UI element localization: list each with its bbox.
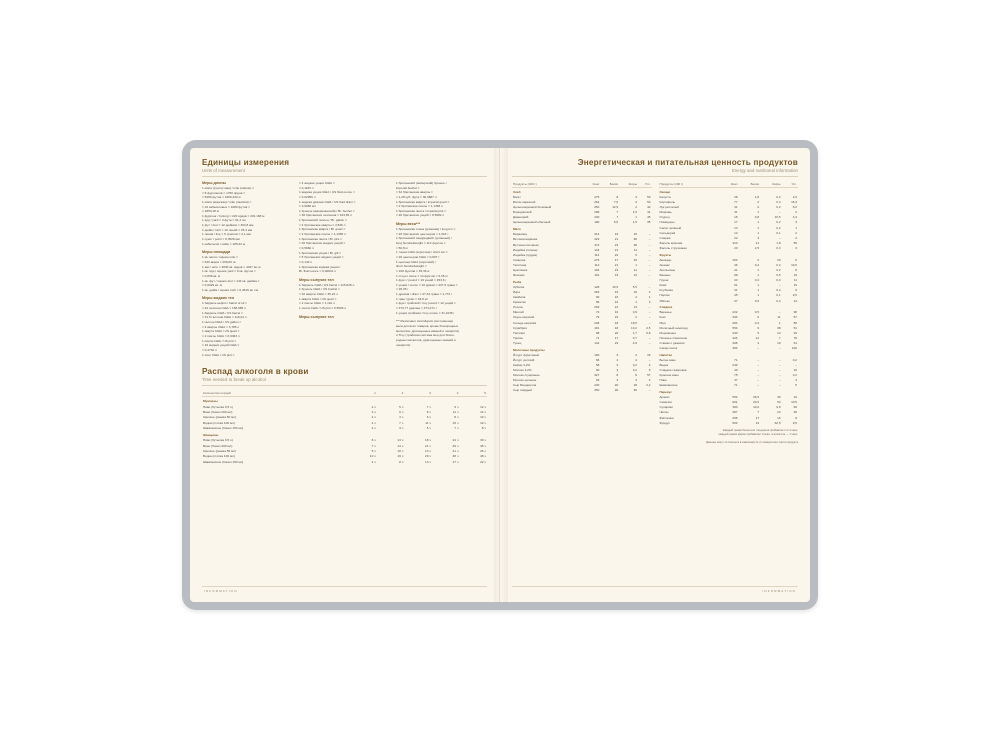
table-row: Красное вино 75 – – 0,2 [659, 373, 797, 378]
unit-line: = 1853,18 м [202, 209, 219, 214]
table-row: Минтай 72 16 0,9 – [513, 310, 651, 315]
unit-line: = 4 кварты США = 3,785 л [202, 324, 240, 329]
unit-line: 1 драхма / dram = 27,34 грана = 1,772 г [396, 292, 453, 297]
table-row: Сельдерей 13 1 0,1 2 [659, 230, 797, 235]
unit-line: 1 кв. дюйм / square inch = 6,4516 кв. см [202, 287, 259, 292]
unit-line: = 0,142 л [299, 259, 313, 264]
table-row: Креветки 86 16 1 3 [513, 300, 651, 305]
unit-line: 1 пинта США / US pint = 0,5506 л [299, 306, 347, 311]
left-footer-divider [202, 586, 487, 587]
nutrition-title: Энергетическая и питательная ценность продуктов [577, 158, 798, 167]
table-row: Фисташки 258 17 16 8 [659, 415, 797, 420]
table-row: Кекс 334 6 11 57 [659, 315, 797, 320]
table-row: Молочный шоколад 554 9 38 51 [659, 325, 797, 330]
table-row: Фасоль красная 310 21 1,8 55 [659, 240, 797, 245]
alcohol-group-row: Женщины [203, 432, 219, 437]
table-row: Цельнозерновой обычный 190 5,5 1,5 35 [513, 220, 651, 225]
unit-line: веса для всех товаров, кроме благородных [396, 323, 459, 328]
unit-line: 1 бушель США / US bushel = [299, 287, 340, 292]
table-row: Мёд 294 0,3 1 80 [659, 320, 797, 325]
table-row: Шампанское (бокал 150 мл) 4 ч 8 ч 13 ч 17 ч 22 ч [203, 459, 486, 464]
table-row: Кефир 3,2% 58 3 3,2 4 [513, 362, 651, 367]
table-row: Салат зелёный 14 1 0,2 1 [659, 225, 797, 230]
nutrition-group-row: Сладкое [659, 305, 673, 310]
table-row: Яблоко 47 0,5 0,4 14 [659, 298, 797, 303]
left-page [190, 148, 500, 602]
unit-line: 1 баррель США / US barrel = 115,628 л [299, 282, 355, 287]
unit-line: = 0,1183 л [299, 185, 314, 190]
unit-line: = 42 галлона США = 158,988 л [202, 306, 246, 311]
unit-line: 1 гран / grain = 64,8 мг [396, 296, 428, 301]
unit-line: 1 унция тройская / troy ounce = 31,1035 г [396, 310, 455, 315]
unit-line: родных металлов, драгоценных камней и [396, 337, 456, 342]
table-row: Сыр Моцарелла 240 20 18 2,2 [513, 383, 651, 388]
table-row: Треска 71 17 0,7 – [513, 335, 651, 340]
unit-line: 1 баррель нефти / barrel of oil = [202, 301, 247, 306]
units-column [396, 181, 487, 361]
table-row: Лук репчатый 41 2 0,2 8,2 [659, 205, 797, 210]
unit-line: = 5280 футов = 1609,344 м [202, 195, 241, 200]
table-row: Бананы 98 1 0,5 19 [659, 273, 797, 278]
alcohol-col-header: 1 [349, 390, 377, 397]
alcohol-col-header: 4 [432, 390, 460, 397]
unit-line: = 2 пинты США = 1,101 л [299, 301, 335, 306]
unit-line: 1 центнер США (короткий) / [396, 259, 436, 264]
unit-line: 1 акр / acre = 4840 кв. ярдов = 4047 кв. м [202, 264, 261, 269]
unit-line: 1 миля (морская) / mile (nautical) = [202, 199, 252, 204]
units-columns [202, 181, 487, 361]
unit-line: 1 фунт / pound = 16 унций = 453,6 г [396, 278, 447, 283]
unit-line: = 32 кварты США = 35,24 л [299, 292, 338, 297]
table-row: Цельнозерновой белковый 250 12,5 2 42 [513, 205, 651, 210]
table-row: Скумбрия 191 18 13,2 2,5 [513, 325, 651, 330]
table-row: Батон нарезной 264 7,5 3 50 [513, 200, 651, 205]
alcohol-title: Распад алкоголя в крови [202, 367, 309, 377]
table-row: Белое вино 71 – – 0,2 [659, 357, 797, 362]
table-row: Молоко сгущённое 327 8 9 57 [513, 373, 651, 378]
table-row: Пиво (бутылка 0,5 л) 2 ч 5 ч 7 ч 9 ч 12 ч [203, 404, 486, 409]
table-row: Свинина 276 17 23 – [513, 257, 651, 262]
unit-line: 1 тонна США (короткая) / short ton = [396, 250, 448, 255]
unit-line: = 28,35 г [396, 287, 409, 292]
table-row: Сухарики 390 10,6 9,8 66 [659, 405, 797, 410]
unit-line: = 20 британских унций = 0,5682 л [396, 213, 445, 218]
unit-line: 1 британская унция / Br. gill = [299, 250, 341, 255]
unit-line: = 20 британских жидких унций = [299, 241, 346, 246]
table-row: Печенье сливочное 426 12 7 78 [659, 335, 797, 340]
alcohol-table [202, 390, 487, 464]
nutrition-table-left [512, 181, 652, 393]
table-row: Варенье 222 0,5 – 98 [659, 310, 797, 315]
unit-group-heading: Меры длины [202, 181, 226, 185]
unit-group-heading: Меры сыпучих тел [299, 277, 334, 282]
table-row: Тиляпия 98 20 1,7 0,8 [513, 330, 651, 335]
unit-group [299, 181, 390, 274]
unit-line: 1 пункт / point = 0,3528 мм [202, 237, 240, 242]
unit-line: 1 кварта США / US quart = [202, 329, 240, 334]
nutrition-col-header: Жиры [760, 181, 782, 187]
table-row: Груша 43 0,4 0,3 11 [659, 278, 797, 283]
unit-line: = 4 жидкие унции США = [299, 181, 335, 185]
units-divider [202, 176, 487, 177]
unit-line: = 0,5682 л [299, 245, 314, 250]
nutrition-notes [512, 429, 798, 437]
right-page [500, 148, 810, 602]
table-row: Ветчина копчёная 474 23 38 – [513, 242, 651, 247]
table-row: Бородинский 208 7 1,5 41 [513, 210, 651, 215]
unit-line: 1 британская пинта / imperial pint = [396, 208, 446, 213]
table-row: Шампанское (бокал 150 мл) 2 ч 3 ч 5 ч 7 ч 8 ч [203, 426, 486, 431]
table-row: Пиво 47 – – 4 [659, 378, 797, 383]
table-row: Фундук 603 13 62,5 9,5 [659, 420, 797, 425]
unit-line: = 2 британские пинты = 1,1365 л [396, 204, 443, 209]
unit-group-heading: Меры жидких тел [202, 296, 235, 301]
table-row: Вино (бокал 200 мл) 3 ч 6 ч 8 ч 11 ч 14 ч [203, 409, 486, 414]
table-row: Молоко цельное 63 3 3 4 [513, 378, 651, 383]
nutrition-col-header: Ккал [721, 181, 739, 187]
unit-group [299, 315, 390, 319]
unit-group [299, 278, 390, 311]
unit-line: = 5 британских жидких унций = [299, 255, 344, 260]
nutrition-col-header: Угл. [638, 181, 652, 187]
nutrition-note-line: каждый грамм жиров прибавляет 9 ккал, а алкоголя — 7 ккал. [718, 433, 798, 437]
unit-group [396, 181, 487, 218]
unit-line: 1 линия / line = 6 пунктов = 2,1 мм [202, 232, 251, 237]
unit-line: 1 британский (имперский) бушель / [396, 181, 447, 185]
unit-line: 1 британская жидкая унция / [299, 264, 341, 269]
nutrition-col-header: Ккал [585, 181, 601, 187]
table-row: Сыр твёрдый 350 30 30 – [513, 388, 651, 393]
unit-line: 1 кв. фут / square foot = 144 кв. дюйма = [202, 278, 260, 283]
alcohol-col-header: 5 [459, 390, 487, 397]
nutrition-col-header: Продукты (100 г) [512, 181, 585, 187]
alcohol-col-header: 3 [404, 390, 432, 397]
unit-line: 1 галлон США / US gallon = [202, 320, 242, 325]
nutrition-group-row: Фрукты [659, 252, 672, 257]
unit-line: 1 британский галлон / Br. gallon = [299, 218, 347, 223]
nutrition-subtitle: Energy and nutritional information [731, 168, 798, 173]
table-row: Икра 263 19 19 2 [513, 289, 651, 294]
unit-line: 1 фут / foot = 12 дюймов = 304,8 мм [202, 223, 254, 228]
table-row: Крепкое (рюмка 50 мл) 5 ч 10 ч 13 ч 21 ч 26 ч [203, 448, 486, 453]
unit-line: лекарств). [396, 342, 411, 347]
unit-line: 1 жидкая унция США / US fluid ounce = [299, 190, 355, 195]
unit-line: 1 дюйм / inch = 10 линий = 25,4 мм [202, 227, 253, 232]
right-footer-label: INFORMATION [762, 589, 796, 593]
left-footer-label: INFORMATION [204, 589, 238, 593]
nutrition-note-bottom: Данные могут отличаться в зависимости от конкретного сорта продукта [706, 441, 798, 445]
unit-line: 1 ярд / yard = 3 фута = 91,4 см [202, 218, 246, 223]
nutrition-group-row: Овощи [659, 189, 671, 194]
table-row: Мороженое 240 5 14 26 [659, 330, 797, 335]
unit-line: и Troy (тройская система мер для благо- [396, 333, 455, 338]
nutrition-col-header: Угл. [782, 181, 798, 187]
table-row: Дарницкий 230 7 1 45 [513, 215, 651, 220]
table-row: Апельсины 41 1 0,2 8 [659, 267, 797, 272]
table-row: Персик 45 1 0,1 9,5 [659, 293, 797, 298]
unit-line: 1 кв. ярд / square yard = 9 кв. футов = [202, 269, 256, 274]
unit-line: = 0,836 кв. м [202, 273, 221, 278]
nutrition-group-row: Напитки [659, 352, 672, 357]
unit-line: 1 фунт тройский / troy pound = 12 унций = [396, 301, 456, 306]
table-row: Арахис 552 26,5 45 10 [659, 395, 797, 400]
unit-line: = 31,5 галлона США = 119,24 л [202, 315, 247, 320]
unit-line: = 0,4732 л [202, 347, 217, 352]
table-row: Капуста 28 1,8 0,2 4,0 [659, 195, 797, 200]
table-row: Тунец 144 22 4,9 – [513, 340, 651, 345]
table-row: Киви 61 1 – 15 [659, 283, 797, 288]
table-row: Ананас 46 0,4 0,2 10,6 [659, 262, 797, 267]
table-row: Камбала 90 16 2 1 [513, 295, 651, 300]
unit-line: = 373,77 драхмы = 373,271 г [396, 306, 437, 311]
table-row: Огурец 15 0,8 10,5 4,3 [659, 215, 797, 220]
unit-line: = 0,02956 л [299, 194, 316, 199]
unit-line: 1 британская пинта / Br. pint = [299, 236, 342, 241]
nutrition-left-col [512, 181, 652, 425]
alcohol-section [202, 367, 487, 464]
table-row: Лосось 203 21 13 – [513, 305, 651, 310]
unit-line: short hundredweight = [396, 264, 427, 269]
nutrition-col-header: Белки [600, 181, 619, 187]
unit-line: = 16 жидких унций США = [202, 343, 240, 348]
unit-line: = 8 фурлонгов = 1760 ярдов = [202, 190, 246, 195]
unit-line: = 50,8 кг [396, 245, 409, 250]
table-row: Зубатка 128 15,5 5,5 – [513, 284, 651, 289]
table-row: Сахар-песок 392 – – 100 [659, 346, 797, 351]
unit-line: 1 британская кварта / Br. quart = [299, 227, 346, 232]
unit-line: = 10 кабельтовых = 1080 футов = [202, 204, 250, 209]
unit-line: 1 кварта США / US quart = [299, 296, 337, 301]
table-row: Клубника 41 1 0,4 6 [659, 288, 797, 293]
unit-line: long hundredweight = 112 фунтов = [396, 241, 446, 246]
table-row: Цыплёнок 192 19 11 – [513, 267, 651, 272]
table-row: Семечки 601 20,5 53 10,5 [659, 400, 797, 405]
nutrition-group-row: Перекус [659, 390, 672, 395]
table-row: Авокадо 200 2 20 6 [659, 257, 797, 262]
unit-line: 1 кабельтов / cable = 185,22 м [202, 241, 245, 246]
table-row: Водка 249 – – – [659, 362, 797, 367]
unit-line: = 3,6966 мл [299, 204, 316, 209]
alcohol-divider [202, 385, 487, 386]
alcohol-group-row: Мужчины [203, 399, 218, 404]
unit-line: 1 кв. миля / square mile = [202, 255, 238, 260]
table-row: Йогурт фруктовый 100 3 2 16 [513, 352, 651, 357]
nutrition-note-line: Каждый грамм белка или глицерина прибавляет по 4 ккал, [722, 429, 798, 433]
nutrition-tables [512, 181, 798, 425]
table-row: Баранина 214 19 15 – [513, 232, 651, 237]
units-column [299, 181, 390, 361]
nutrition-right-col [659, 181, 799, 425]
unit-line: = 2 британские пинты = 1,1365 л [299, 232, 346, 237]
table-row: Индейка (голень) 144 21 11 – [513, 247, 651, 252]
units-title: Единицы измерения [202, 158, 290, 167]
units-subtitle: Units of measurement [202, 168, 245, 173]
unit-line: imperial bushel = [396, 185, 420, 190]
unit-line: 1 бушель (американский) / Br. bushel = [299, 208, 355, 213]
nutrition-col-header: Белки [739, 181, 761, 187]
unit-line: 1 фурлонг / furlong = 220 ярдов = 201,168 м [202, 213, 265, 218]
unit-group [202, 250, 293, 292]
table-row: Ягнёнок 191 19 13 – [513, 273, 651, 278]
table-row: Сливки с джемом 408 3 19 61 [659, 340, 797, 345]
nutrition-divider [512, 176, 798, 177]
unit-group-heading: Меры сыпучих тел [299, 314, 334, 319]
nutrition-group-row: Рыба [513, 279, 522, 284]
alcohol-col-header: 2 [377, 390, 405, 397]
table-row: Молоко 3,2% 60 3 3,2 5 [513, 368, 651, 373]
unit-line: 1 британский хандредвейт (длинный) / [396, 236, 452, 241]
unit-group-heading: Меры площади [202, 250, 231, 255]
table-row: Багет 275 8 3 53 [513, 195, 651, 200]
table-row: Йогурт детский 66 4 4 – [513, 357, 651, 362]
unit-line: 1 унция / ounce = 16 драхм = 437,5 грана = [396, 282, 458, 287]
nutrition-col-header: Жиры [619, 181, 638, 187]
table-row: Картофель 77 2 0,4 16,3 [659, 200, 797, 205]
nutrition-group-row: Молочные продукты [513, 347, 545, 352]
nutrition-table-right [659, 181, 799, 425]
nutrition-group-row: Мясо [513, 227, 521, 232]
unit-line: металлов, драгоценных камней и лекарств) [396, 328, 460, 333]
table-row: Спаржа 22 3 – 2 [659, 235, 797, 240]
alcohol-col-header: Количество порций [202, 390, 349, 397]
table-row: Окунь морской 79 15 2 – [513, 315, 651, 320]
unit-line: = 1,28 куб. фута = 36,3687 л [396, 194, 437, 199]
table-row: Вино (бокал 200 мл) 7 ч 14 ч 21 ч 29 ч 36 ч [203, 443, 486, 448]
unit-line: = 20 британских центнеров = 1,016 т [396, 231, 449, 236]
unit-line: = 640 акров = 259,00 га [202, 259, 236, 264]
unit-line: 1 жидкая драхма США / US fluid dram = [299, 199, 356, 204]
unit-line: = 100 фунтов = 45,36 кг [396, 268, 430, 273]
units-column [202, 181, 293, 361]
table-row: Чипсы 487 7 23 48 [659, 410, 797, 415]
table-row: Сладкое газировка 40 – – 10 [659, 368, 797, 373]
unit-line: 1 британская кварта / imperial quart = [396, 199, 450, 204]
nutrition-col-header: Продукты (100 г) [659, 181, 721, 187]
unit-line: = 4 британские кварты = 4,546 л [299, 222, 346, 227]
table-row: Телятина 112 21 1 – [513, 262, 651, 267]
unit-line: 1 баррель США / US barrel = [202, 310, 243, 315]
table-row: Пиво (бутылка 0,5 л) 6 ч 13 ч 18 ч 24 ч 30 ч [203, 438, 486, 443]
unit-line: 1 стоун / stone = 14 фунтов = 6,35 кг [396, 273, 448, 278]
right-footer-divider [512, 586, 798, 587]
units-section [202, 158, 487, 361]
unit-line: = 36 британских галлонов = 163,65 л [299, 213, 352, 218]
table-row: Помидоры 17 1 0,2 3 [659, 220, 797, 225]
table-row: Ветчина варёная 423 21 38 – [513, 237, 651, 242]
unit-line: 1 пинта США / US pint = [202, 338, 237, 343]
table-row: Водка (стопка 100 мл) 4 ч 7 ч 11 ч 15 ч 19 ч [203, 420, 486, 425]
unit-line: = 20 центнеров США = 0,907 т [396, 254, 440, 259]
unit-line: = 2 пинты США = 0,9463 л [202, 333, 240, 338]
unit-line: 1 пинт США / US pint = [202, 352, 235, 357]
table-row: Шампанское 71 – – 5 [659, 383, 797, 388]
table-row: Крепкое (рюмка 50 мл) 2 ч 4 ч 6 ч 8 ч 10 ч [203, 415, 486, 420]
unit-line: = 0,0929 кв. м [202, 283, 222, 288]
unit-line: = 32 британские кварты = [396, 190, 433, 195]
table-row: Фасоль стручковая 23 2,5 0,3 3 [659, 245, 797, 250]
table-row: Индейка (грудка) 114 22 5 – [513, 252, 651, 257]
notebook-spread [190, 148, 810, 602]
unit-line: Br. fluid ounce = 0,02841 л [299, 269, 336, 274]
unit-group [202, 181, 293, 246]
table-row: Морковь 41 1 – 2 [659, 210, 797, 215]
unit-group [396, 319, 487, 347]
nutrition-group-row: Хлеб [513, 189, 521, 194]
unit-group-heading: Меры веса*** [396, 222, 421, 227]
unit-group [202, 296, 293, 357]
alcohol-subtitle: Time needed to break up alcohol [202, 377, 266, 383]
table-row: Сельдь морская 248 18 19,5 – [513, 320, 651, 325]
unit-line: 1 миля (сухопутная) / mile (statute) = [202, 186, 255, 190]
unit-line: 1 британская тонна (длинная) / long ton = [396, 227, 456, 232]
table-row: Водка (стопка 100 мл) 10 ч 19 ч 29 ч 38 ч 48 ч [203, 454, 486, 459]
unit-line: *** Различают Avoirdupois (система мер [396, 319, 454, 324]
unit-group [396, 222, 487, 315]
